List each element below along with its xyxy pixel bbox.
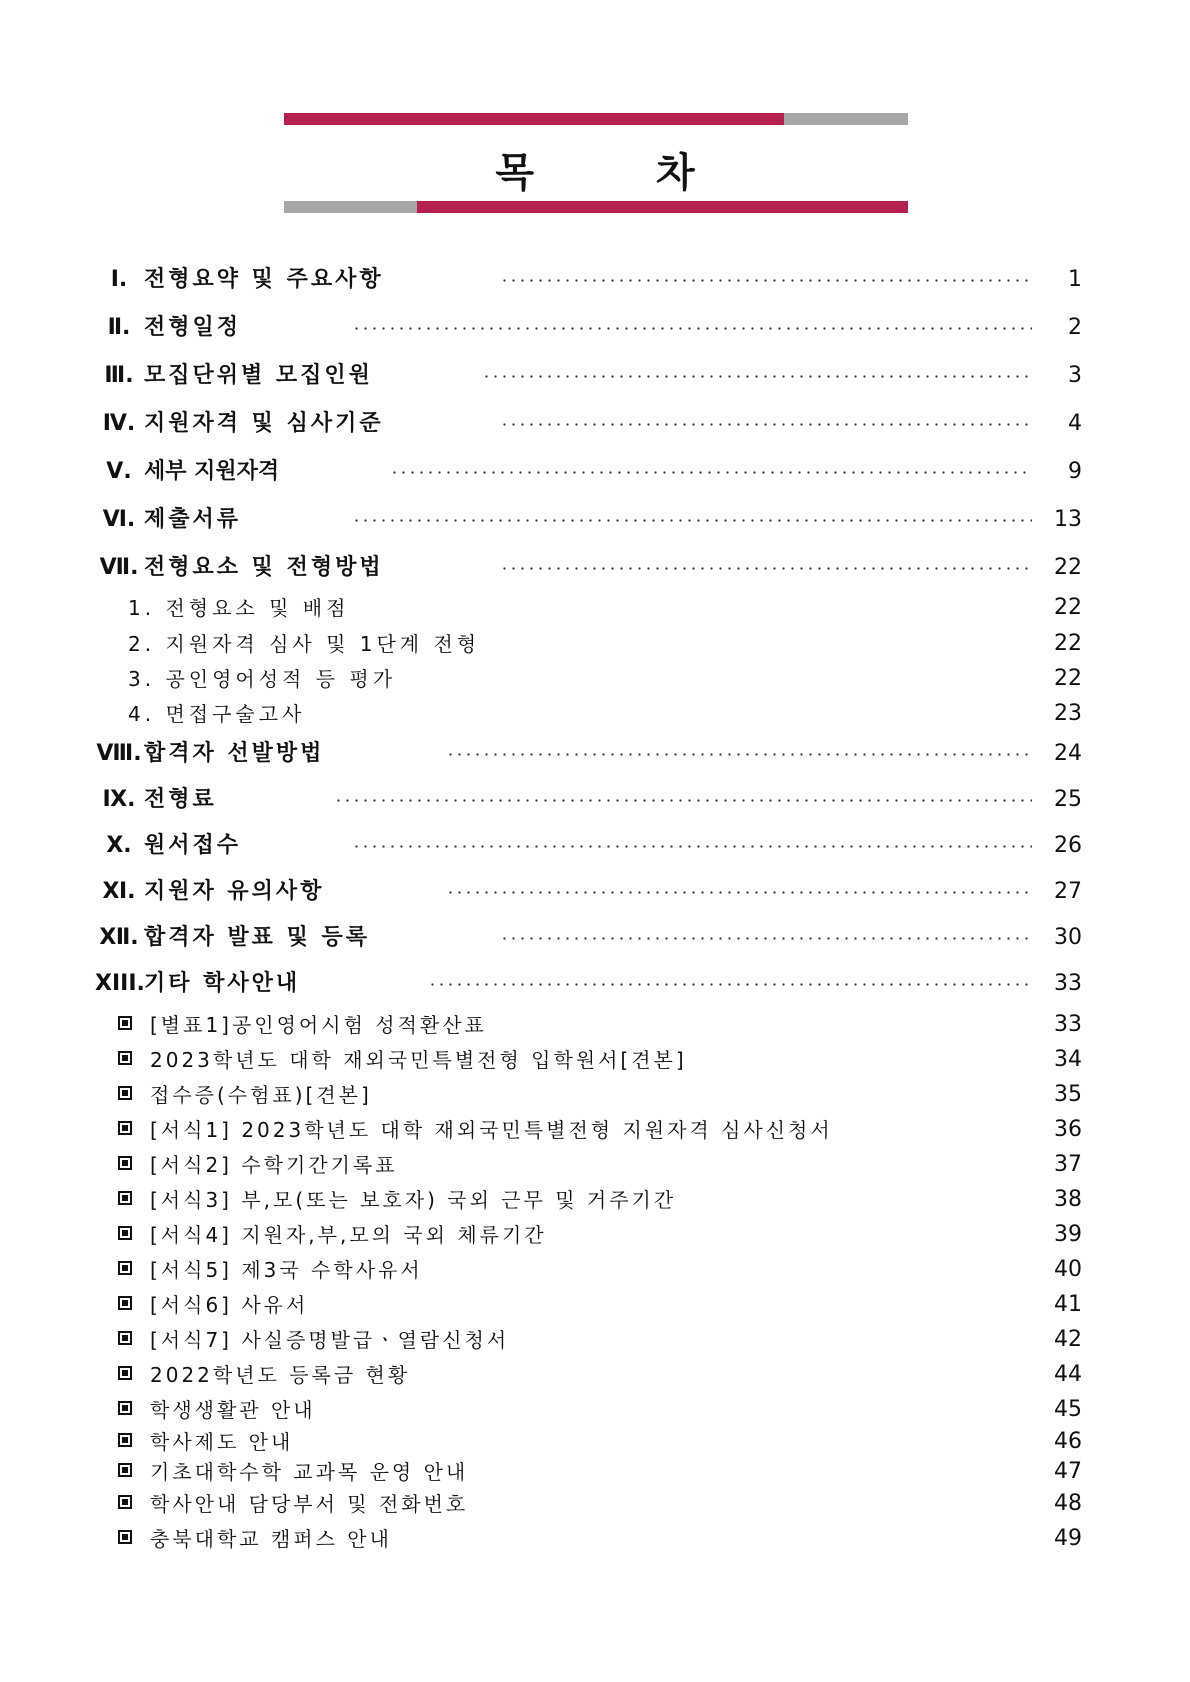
appendix-title: 학사안내 담당부서 및 전화번호 xyxy=(150,1492,469,1516)
section-number: Ⅶ. xyxy=(99,555,139,580)
subsection-title: 2. 지원자격 심사 및 1단계 전형 xyxy=(128,632,481,656)
page-number: 34 xyxy=(1054,1047,1082,1072)
dot-leader xyxy=(446,891,1032,894)
toc-appendix-row[interactable] xyxy=(0,1253,1190,1287)
section-title: 원서접수 xyxy=(144,833,242,858)
toc-appendix-row[interactable] xyxy=(0,1323,1190,1357)
subsection-title: 1. 전형요소 및 배점 xyxy=(128,596,350,620)
toc-section-row[interactable] xyxy=(0,737,1190,771)
section-title: 전형요약 및 주요사항 xyxy=(144,267,384,292)
appendix-title: 충북대학교 캠퍼스 안내 xyxy=(150,1527,392,1551)
bottom-gray-bar xyxy=(284,201,417,213)
section-number: Ⅱ. xyxy=(107,315,131,340)
section-title: 세부 지원자격 xyxy=(144,459,280,484)
page-number: 13 xyxy=(1054,507,1082,532)
appendix-title: [서식2] 수학기간기록표 xyxy=(150,1153,398,1177)
page-number: 4 xyxy=(1068,411,1082,436)
page-number: 33 xyxy=(1054,971,1082,996)
toc-appendix-row[interactable] xyxy=(0,1008,1190,1042)
toc-title-block xyxy=(284,113,908,213)
page-number: 41 xyxy=(1054,1292,1082,1317)
toc-appendix-row[interactable] xyxy=(0,1455,1190,1489)
appendix-title: [서식3] 부,모(또는 보호자) 국외 근무 및 거주기간 xyxy=(150,1188,677,1212)
page-number: 42 xyxy=(1054,1327,1082,1352)
toc-section-row[interactable] xyxy=(0,829,1190,863)
square-bullet-icon xyxy=(118,1226,132,1240)
page-number: 23 xyxy=(1054,701,1082,726)
appendix-title: [서식4] 지원자,부,모의 국외 체류기간 xyxy=(150,1223,547,1247)
appendix-title: [서식1] 2023학년도 대학 재외국민특별전형 지원자격 심사신청서 xyxy=(150,1118,833,1142)
page-number: 35 xyxy=(1054,1082,1082,1107)
page-number: 46 xyxy=(1054,1429,1082,1454)
toc-appendix-row[interactable] xyxy=(0,1425,1190,1459)
page-number: 2 xyxy=(1068,315,1082,340)
toc-section-row[interactable] xyxy=(0,875,1190,909)
square-bullet-icon xyxy=(118,1121,132,1135)
section-title: 전형료 xyxy=(144,787,217,812)
square-bullet-icon xyxy=(118,1433,132,1447)
toc-section-row[interactable] xyxy=(0,503,1190,537)
page-number: 24 xyxy=(1054,741,1082,766)
toc-appendix-row[interactable] xyxy=(0,1288,1190,1322)
square-bullet-icon xyxy=(118,1401,132,1415)
toc-appendix-row[interactable] xyxy=(0,1393,1190,1427)
toc-section-row[interactable] xyxy=(0,967,1190,1001)
section-number: Ⅹ. xyxy=(106,833,132,858)
toc-section-row[interactable] xyxy=(0,311,1190,345)
page-number: 37 xyxy=(1054,1152,1082,1177)
page-number: 40 xyxy=(1054,1257,1082,1282)
page-number: 3 xyxy=(1068,363,1082,388)
square-bullet-icon xyxy=(118,1366,132,1380)
page-number: 22 xyxy=(1054,631,1082,656)
section-number: Ⅰ. xyxy=(110,267,128,292)
toc-section-row[interactable] xyxy=(0,359,1190,393)
title-char-left: 목 xyxy=(495,150,536,196)
appendix-title: [별표1]공인영어시험 성적환산표 xyxy=(150,1013,487,1037)
square-bullet-icon xyxy=(118,1495,132,1509)
page-number: 36 xyxy=(1054,1117,1082,1142)
toc-subsection-row[interactable] xyxy=(0,627,1190,661)
page-number: 38 xyxy=(1054,1187,1082,1212)
appendix-title: [서식6] 사유서 xyxy=(150,1293,309,1317)
top-accent-bar xyxy=(284,113,784,125)
dot-leader xyxy=(482,375,1032,378)
page-number: 22 xyxy=(1054,666,1082,691)
appendix-title: 2022학년도 등록금 현황 xyxy=(150,1363,411,1387)
section-number: Ⅵ. xyxy=(102,507,136,532)
toc-section-row[interactable] xyxy=(0,921,1190,955)
dot-leader xyxy=(500,937,1032,940)
square-bullet-icon xyxy=(118,1051,132,1065)
section-title: 기타 학사안내 xyxy=(144,971,301,996)
toc-appendix-row[interactable] xyxy=(0,1487,1190,1521)
toc-subsection-row[interactable] xyxy=(0,591,1190,625)
dot-leader xyxy=(500,423,1032,426)
appendix-title: 기초대학수학 교과목 운영 안내 xyxy=(150,1460,469,1484)
section-number: Ⅸ. xyxy=(102,787,136,812)
toc-appendix-row[interactable] xyxy=(0,1358,1190,1392)
subsection-title: 3. 공인영어성적 등 평가 xyxy=(128,667,397,691)
page-title xyxy=(284,141,908,198)
toc-subsection-row[interactable] xyxy=(0,697,1190,731)
dot-leader xyxy=(352,327,1032,330)
section-number: XIII. xyxy=(95,971,145,996)
title-char-right: 차 xyxy=(656,150,697,196)
square-bullet-icon xyxy=(118,1191,132,1205)
section-number: Ⅻ. xyxy=(99,925,139,950)
dot-leader xyxy=(390,471,1032,474)
dot-leader xyxy=(500,279,1032,282)
appendix-title: 학생생활관 안내 xyxy=(150,1398,316,1422)
section-title: 지원자격 및 심사기준 xyxy=(144,411,384,436)
dot-leader xyxy=(446,753,1032,756)
toc-section-row[interactable] xyxy=(0,263,1190,297)
page-number: 26 xyxy=(1054,833,1082,858)
square-bullet-icon xyxy=(118,1016,132,1030)
toc-section-row[interactable] xyxy=(0,783,1190,817)
square-bullet-icon xyxy=(118,1296,132,1310)
page-number: 33 xyxy=(1054,1012,1082,1037)
toc-appendix-row[interactable] xyxy=(0,1522,1190,1556)
dot-leader xyxy=(334,799,1032,802)
section-title: 지원자 유의사항 xyxy=(144,879,325,904)
square-bullet-icon xyxy=(118,1463,132,1477)
page-number: 22 xyxy=(1054,555,1082,580)
appendix-title: 학사제도 안내 xyxy=(150,1430,294,1454)
toc-section-row[interactable] xyxy=(0,455,1190,489)
toc-appendix-row[interactable] xyxy=(0,1113,1190,1147)
section-title: 전형일정 xyxy=(144,315,242,340)
toc-section-row[interactable] xyxy=(0,551,1190,585)
section-number: Ⅷ. xyxy=(96,741,142,766)
section-number: Ⅺ. xyxy=(102,879,136,904)
page-number: 27 xyxy=(1054,879,1082,904)
section-number: Ⅲ. xyxy=(104,363,134,388)
page-number: 25 xyxy=(1054,787,1082,812)
page-number: 39 xyxy=(1054,1222,1082,1247)
page-number: 49 xyxy=(1054,1526,1082,1551)
subsection-title: 4. 면접구술고사 xyxy=(128,702,306,726)
dot-leader xyxy=(428,983,1032,986)
square-bullet-icon xyxy=(118,1086,132,1100)
square-bullet-icon xyxy=(118,1156,132,1170)
section-title: 전형요소 및 전형방법 xyxy=(144,555,384,580)
appendix-title: 접수증(수험표)[견본] xyxy=(150,1083,372,1107)
page-number: 47 xyxy=(1054,1459,1082,1484)
toc-appendix-row[interactable] xyxy=(0,1148,1190,1182)
appendix-title: 2023학년도 대학 재외국민특별전형 입학원서[견본] xyxy=(150,1048,687,1072)
square-bullet-icon xyxy=(118,1331,132,1345)
toc-appendix-row[interactable] xyxy=(0,1183,1190,1217)
section-title: 모집단위별 모집인원 xyxy=(144,363,373,388)
section-number: Ⅳ. xyxy=(102,411,136,436)
toc-section-row[interactable] xyxy=(0,407,1190,441)
top-gray-bar xyxy=(784,113,908,125)
toc-appendix-row[interactable] xyxy=(0,1043,1190,1077)
toc-subsection-row[interactable] xyxy=(0,662,1190,696)
bottom-accent-bar xyxy=(417,201,908,213)
dot-leader xyxy=(352,845,1032,848)
dot-leader xyxy=(500,567,1032,570)
page-number: 22 xyxy=(1054,595,1082,620)
section-number: Ⅴ. xyxy=(106,459,132,484)
section-title: 합격자 발표 및 등록 xyxy=(144,925,370,950)
appendix-title: [서식7] 사실증명발급ㆍ열람신청서 xyxy=(150,1328,510,1352)
appendix-title: [서식5] 제3국 수학사유서 xyxy=(150,1258,423,1282)
square-bullet-icon xyxy=(118,1530,132,1544)
page-number: 44 xyxy=(1054,1362,1082,1387)
dot-leader xyxy=(352,519,1032,522)
square-bullet-icon xyxy=(118,1261,132,1275)
toc-appendix-row[interactable] xyxy=(0,1078,1190,1112)
page-number: 45 xyxy=(1054,1397,1082,1422)
section-title: 제출서류 xyxy=(144,507,242,532)
page-number: 30 xyxy=(1054,925,1082,950)
toc-appendix-row[interactable] xyxy=(0,1218,1190,1252)
page-number: 9 xyxy=(1068,459,1082,484)
page-number: 48 xyxy=(1054,1491,1082,1516)
section-title: 합격자 선발방법 xyxy=(144,741,325,766)
page-number: 1 xyxy=(1068,267,1082,292)
